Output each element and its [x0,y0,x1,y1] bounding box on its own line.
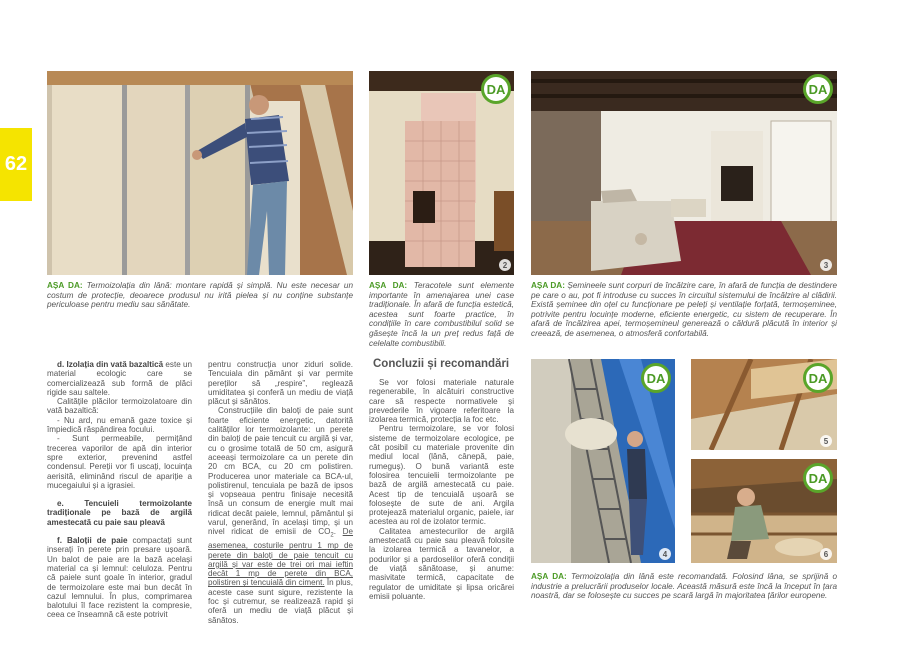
caption-label: AȘA DA: [47,281,83,290]
caption-label: AȘA DA: [369,281,408,290]
da-badge-label: DA [486,81,506,97]
photo-number: 5 [820,435,832,447]
photo-number: 3 [820,259,832,271]
text-column-1 [47,360,192,620]
da-badge-label: DA [808,370,828,386]
da-badge [641,363,671,393]
da-badge [481,74,511,104]
caption-fireplace [531,281,837,339]
caption-label: AȘA DA: [531,281,565,290]
section-f-heading: f. Baloții de paie [57,536,128,546]
caption-label: AȘA DA: [531,572,567,581]
da-badge [803,363,833,393]
photo-number: 2 [499,259,511,271]
underlined-statement: De asemenea, costurile pentru 1 mp de perete din baloți de paie tencuit cu argilă și var este de trei ori mai ieftin decât 1 mp de perete din BCA, polistiren și tencuială din ciment. [208,527,354,588]
page-number: 62 [4,153,28,175]
paragraph: . [333,527,343,537]
text-column-3 [369,378,514,601]
section-e-heading: e. Tencuieli termoizolante tradiționale pe bază de argilă amestecată cu paie sau pleavă [47,499,192,527]
da-badge [803,74,833,104]
paragraph: - Nu ard, nu emană gaze toxice și împiedică răspândirea focului. [47,415,192,435]
subscript: 2 [330,532,334,539]
da-badge-label: DA [646,370,666,386]
caption-wool-insulation [47,281,353,310]
paragraph: pentru construcția unor ziduri solide. Tencuiala din pământ și var permite pereților să „respire”, reglează umiditatea și conferă un mediu de viață plăcut și sănătos. [208,360,353,407]
da-badge-label: DA [808,470,828,486]
photo-living-room-fireplace [531,71,837,275]
paragraph: Construcțiile din baloți de paie sunt foarte eficiente energetic, datorită calităților lor termoizolante: un perete din baloți de paie tencuit cu argilă și var, cu o grosime totală de 50 cm, asigură aceeași termoizolare ca un perete din 20 cm BCA, cu 20 cm polistiren. Producerea unor materiale ca BCA-ul, polistirenul, tencuiala pe bază de ipsos și vopseaua pentru finisaje necesită însă un consum de energie mult mai ridicat decât paiele, lemnul, pământul și varul, generând, în același timp, și un nivel ridicat de emisii de CO [208,406,353,537]
caption-wool-recommended [531,572,837,601]
paragraph: compactați sunt inserați în perete prin presare ușoară. Un balot de paie are la bază același material ca și lemnul: celuloza. Pentru că paiele sunt goale în interior, gradul de termoizolare este mai bun decât în cazul lemnului. În plus, comprimarea balotului îl face rezistent la compresie, ceea ce înseamnă că este potrivit [47,536,192,620]
caption-text: Termoizolația din lână: montare rapidă și simplă. Nu este necesar un costum de protecție, deoarece produsul nu irită pielea și nu conține substanțe periculoase pentru mediu sau sănătate. [47,281,353,310]
da-badge-label: DA [808,81,828,97]
paragraph: Calitățile plăcilor termoizolatoare din vată bazaltică: [47,397,192,416]
photo-wool-insulation-installation [47,71,353,275]
paragraph: este un material ecologic care se comercializează sub formă de plăci rigide sau saltele. [47,360,192,397]
paragraph: - Sunt permeabile, permițând trecerea vaporilor de apă din interior spre exterior, prevenind astfel condensul. Pereții vor fi uscați, locuința aerisită, eliminând riscul de apariție a mucegaiului și a igrasiei. [47,434,192,490]
caption-text: Termoizolația din lână este recomandată. Folosind lâna, se sprijină o industrie a prelucrării produselor locale. Această măsură este încă la început în țara noastră, dar se folosește cu succes pe scară largă în majoritatea țărilor europene. [531,572,838,601]
page-number-tab [0,128,32,201]
caption-tiled-stove [369,281,514,348]
paragraph: Se vor folosi materiale naturale regenerabile, în alcătuiri constructive care să respecte normativele și prevederile în vigoare referitoare la izolarea termică, protecția la foc etc. [369,378,514,425]
photo-number: 6 [820,548,832,560]
photo-number: 4 [659,548,671,560]
caption-text: Teracotele sunt elemente importante în amenajarea unei case tradiționale. În afară de funcția estetică, acestea sunt foarte practice, în condițiile în care combustibilul solid se găsește încă la un preț redus față de celelalte combustibili. [369,281,515,348]
paragraph: Pentru termoizolare, se vor folosi sisteme de termoizolare ecologice, pe cât posibil cu materiale provenite din mediul local (lână, cânepă, paie, rumeguș). O bună variantă este folosirea tencuielii termoizolante pe bază de argilă amestecată cu paie. Acest tip de tencuială ușoară se folosește de sute de ani. Argila protejează materialul organic, paiele, iar acestea au rol de izolator termic. [369,424,514,527]
da-badge [803,463,833,493]
paragraph: Calitatea amestecurilor de argilă amestecată cu paie sau pleavă folosite la izolarea termică a tavanelor, a podurilor și a pardoselilor oferă condiții de viață sănătoase, și anume: masivitate termică, capacitate de regulator de umiditate și lipsa oricărei emisii poluante. [369,526,514,601]
text-column-2 [208,360,353,625]
caption-text: Șemineele sunt corpuri de încălzire care, în afară de funcția de destindere pe care o au, pot fi introduse cu succes în circuitul sistemului de încălzire al clădirii. Există șeminee din oțel cu funcționare pe peleți și ventilație forțată, termoșeminee, potrivite pentru locuințe moderne, eficiente energetic, cu sistem de recuperare. În afară de încălzirea apei, termoșemineul generează o căldură plăcută în interior și creează, de asemenea, o atmosferă confortabilă. [531,281,837,338]
paragraph: În plus, aceste case sunt sigure, rezistente la foc și cutremur, se realizează rapid și oferă un mediu de viață plăcut și sănătos. [208,578,353,625]
section-heading-conclusions: Concluzii și recomandări [373,358,510,370]
section-d-heading: d. Izolația din vată bazaltică [57,360,164,369]
